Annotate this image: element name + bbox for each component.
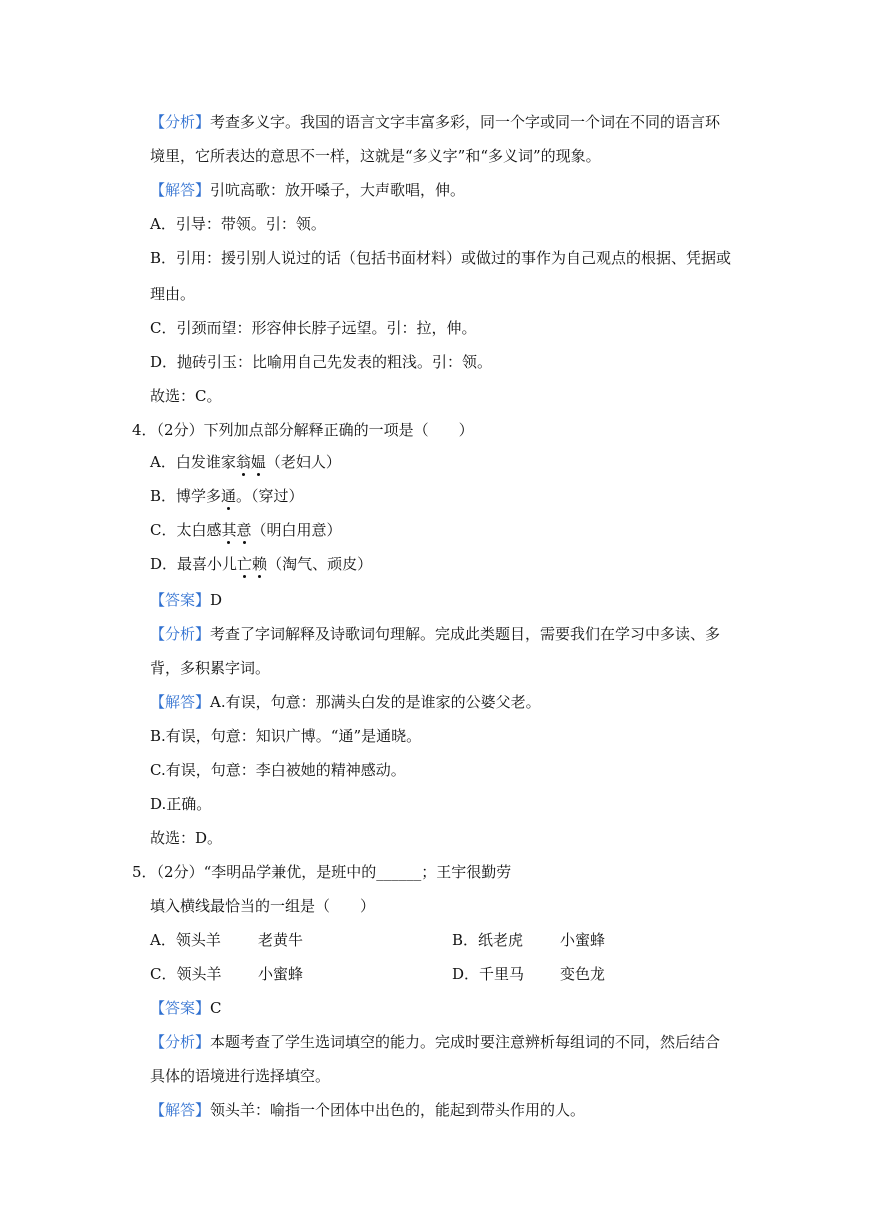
answer-key-value: D: [210, 591, 223, 609]
q4-dotted-char: 媪: [250, 453, 266, 471]
q4-option-b-gloss: 。（穿过）: [236, 487, 304, 505]
q4-analysis: [150, 624, 720, 644]
answer-text: 引吭高歌：放开嗓子，大声歌唱，伸。: [210, 181, 466, 199]
q5-option-c-word: 小蜜蜂: [258, 965, 304, 983]
q4-option-a: [150, 452, 341, 472]
analysis-text-line: 境里，它所表达的意思不一样，这就是“多义字”和“多义词”的现象。: [150, 147, 601, 165]
answer-tag: 【解答】: [150, 181, 211, 199]
answer-key-tag: 【答案】: [150, 999, 211, 1017]
answer-tag: 【解答】: [150, 693, 211, 711]
answer-option-d: D．抛砖引玉：比喻用自己先发表的粗浅。引：领。: [150, 353, 493, 371]
answer-key-tag: 【答案】: [150, 591, 211, 609]
choose-line: 故选：C。: [150, 387, 222, 405]
q4-option-b-text: B．博学多: [150, 487, 222, 505]
q5-answer-key: [150, 998, 222, 1018]
q4-dotted-char: 意: [236, 521, 252, 539]
q5-option-a-label: A．领头羊: [150, 931, 221, 949]
q4-option-c-text: C．太白感: [150, 521, 222, 539]
q5-option-a-word: 老黄牛: [258, 931, 304, 949]
answer-paragraph: [150, 180, 465, 200]
q4-option-c: [150, 520, 342, 540]
q4-option-d: [150, 554, 372, 574]
q4-dotted-char: 通: [221, 487, 237, 505]
q4-option-d-text: D．最喜小儿: [150, 555, 238, 573]
q4-explanation-b: B.有误，句意：知识广博。“通”是通晓。: [150, 727, 422, 745]
q4-explanation: [150, 692, 541, 712]
q4-dotted-char: 亡: [237, 555, 253, 573]
answer-text: A.有误，句意：那满头白发的是谁家的公婆父老。: [210, 693, 541, 711]
q5-option-d-label: D．千里马: [452, 965, 525, 983]
analysis-tag: 【分析】: [150, 625, 211, 643]
q4-analysis-cont: 背，多积累字词。: [150, 659, 271, 677]
analysis-paragraph: [150, 112, 720, 132]
q4-dotted-char: 赖: [252, 555, 268, 573]
analysis-text: 考查多义字。我国的语言文字丰富多彩，同一个字或同一个词在不同的语言环: [210, 113, 721, 131]
q5-option-b-word: 小蜜蜂: [560, 931, 606, 949]
q5-option-c-label: C．领头羊: [150, 965, 222, 983]
q4-option-d-gloss: （淘气、顽皮）: [267, 555, 373, 573]
question-4-stem: 4．（2分）下列加点部分解释正确的一项是（ ）: [132, 421, 474, 439]
analysis-tag: 【分析】: [150, 1033, 211, 1051]
answer-text: 领头羊：喻指一个团体中出色的，能起到带头作用的人。: [210, 1101, 586, 1119]
answer-option-b: B．引用：援引别人说过的话（包括书面材料）或做过的事作为自己观点的根据、凭据或: [150, 249, 732, 267]
q5-analysis-cont: 具体的语境进行选择填空。: [150, 1067, 331, 1085]
answer-option-a: A．引导：带领。引：领。: [150, 215, 326, 233]
answer-option-b-cont: 理由。: [150, 285, 196, 303]
analysis-text: 本题考查了学生选词填空的能力。完成时要注意辨析每组词的不同，然后结合: [210, 1033, 721, 1051]
q5-option-d-word: 变色龙: [560, 965, 606, 983]
q4-option-c-gloss: （明白用意）: [251, 521, 342, 539]
answer-key-value: C: [210, 999, 222, 1017]
question-5-stem-cont: 填入横线最恰当的一组是（ ）: [150, 897, 376, 915]
q4-option-a-text: A．白发谁家: [150, 453, 236, 471]
analysis-text: 考查了字词解释及诗歌词句理解。完成此类题目，需要我们在学习中多读、多: [210, 625, 721, 643]
q4-explanation-c: C.有误，句意：李白被她的精神感动。: [150, 761, 406, 779]
q4-dotted-char: 其: [221, 521, 237, 539]
q5-option-b-label: B．纸老虎: [452, 931, 524, 949]
q4-option-a-gloss: （老妇人）: [265, 453, 341, 471]
q4-choose: 故选：D。: [150, 829, 223, 847]
answer-option-c: C．引颈而望：形容伸长脖子远望。引：拉，伸。: [150, 319, 477, 337]
q4-option-b: [150, 486, 304, 506]
q5-explanation: [150, 1100, 585, 1120]
q4-answer-key: [150, 590, 222, 610]
answer-tag: 【解答】: [150, 1101, 211, 1119]
q4-dotted-char: 翁: [235, 453, 251, 471]
analysis-tag: 【分析】: [150, 113, 211, 131]
question-5-stem: 5．（2分）“李明品学兼优，是班中的______；王宇很勤劳: [132, 863, 512, 881]
q4-explanation-d: D.正确。: [150, 795, 212, 813]
q5-analysis: [150, 1032, 720, 1052]
